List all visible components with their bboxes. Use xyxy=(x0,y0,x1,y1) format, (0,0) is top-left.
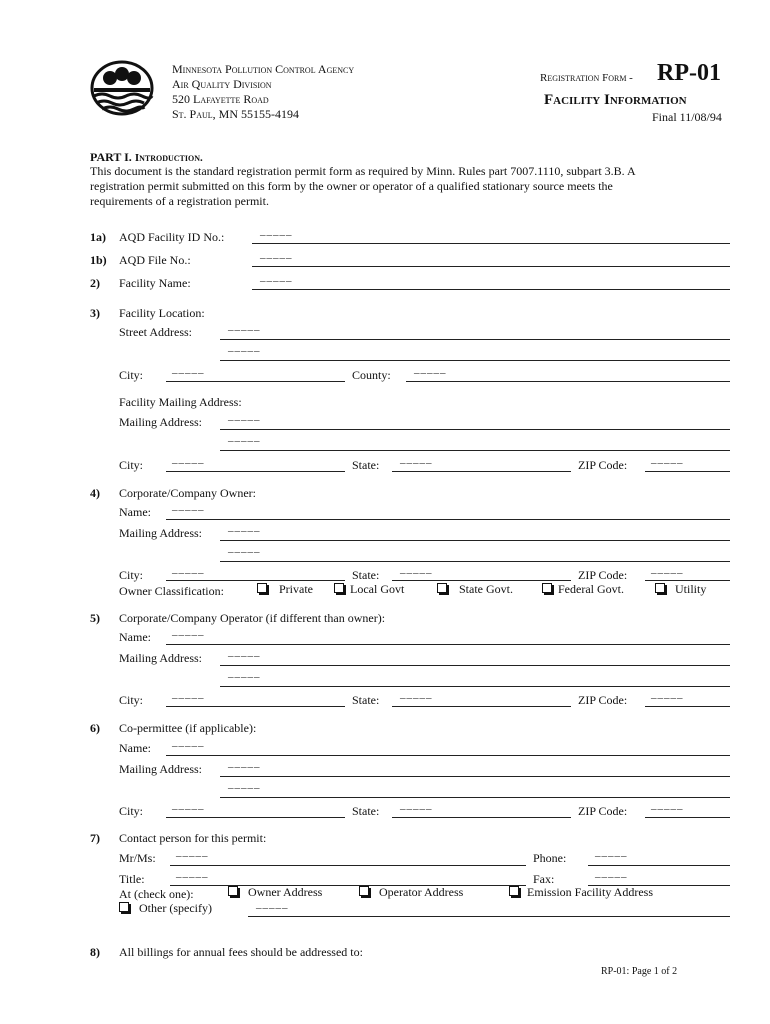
state-field[interactable] xyxy=(392,817,571,818)
operator-name-value: ––––– xyxy=(172,629,205,641)
copermittee-name-value: ––––– xyxy=(172,740,205,752)
form-label: Registration Form - xyxy=(540,72,633,84)
option-owner-address[interactable] xyxy=(228,885,322,900)
agency-city: St. Paul, MN 55155-4194 xyxy=(172,107,300,121)
at-check-label: At (check one): xyxy=(119,887,194,901)
title-value: ––––– xyxy=(176,871,209,883)
option-utility[interactable] xyxy=(655,582,706,597)
option-state-govt-label: State Govt. xyxy=(459,582,513,596)
mrms-field[interactable] xyxy=(170,865,526,866)
checkbox-icon[interactable] xyxy=(359,886,369,896)
agency-name: Minnesota Pollution Control Agency xyxy=(172,62,355,76)
state-value: ––––– xyxy=(400,457,433,469)
checkbox-icon[interactable] xyxy=(257,583,267,593)
street-address-label: Street Address: xyxy=(119,325,192,339)
option-private-label: Private xyxy=(279,582,313,596)
city-label: City: xyxy=(119,804,144,818)
copermittee-mailing-field-1[interactable] xyxy=(220,776,730,777)
city-label: City: xyxy=(119,458,144,472)
name-label: Name: xyxy=(119,630,151,644)
zip-label: ZIP Code: xyxy=(578,693,628,707)
zip-label: ZIP Code: xyxy=(578,568,628,582)
mailing-address-label: Mailing Address: xyxy=(119,762,202,776)
city-field[interactable] xyxy=(166,706,345,707)
page-number: RP-01: Page 1 of 2 xyxy=(601,966,678,977)
title-label: Title: xyxy=(119,872,145,886)
mrms-label: Mr/Ms: xyxy=(119,851,156,865)
zip-value: ––––– xyxy=(651,803,684,815)
city-value: ––––– xyxy=(172,692,205,704)
state-field[interactable] xyxy=(392,471,571,472)
copermittee-mailing-field-2[interactable] xyxy=(220,797,730,798)
copermittee-name-field[interactable] xyxy=(166,755,730,756)
option-emission-address[interactable] xyxy=(509,885,653,900)
city-label: City: xyxy=(119,368,144,382)
street-address-value-1: ––––– xyxy=(228,324,261,336)
state-label: State: xyxy=(352,804,380,818)
state-label: State: xyxy=(352,693,380,707)
title-field[interactable] xyxy=(170,885,526,886)
city-value: ––––– xyxy=(172,457,205,469)
owner-mailing-value-1: ––––– xyxy=(228,525,261,537)
mailing-address-value-1: ––––– xyxy=(228,414,261,426)
state-value: ––––– xyxy=(400,692,433,704)
form-code: RP-01 xyxy=(657,60,721,86)
agency-street: 520 Lafayette Road xyxy=(172,92,269,106)
item-number-3: 3) xyxy=(90,306,100,320)
option-state-govt[interactable] xyxy=(437,582,513,597)
option-other-label: Other (specify) xyxy=(139,901,212,915)
city-field[interactable] xyxy=(166,580,345,581)
state-field[interactable] xyxy=(392,580,571,581)
item-number-5: 5) xyxy=(90,611,100,625)
zip-value: ––––– xyxy=(651,692,684,704)
zip-label: ZIP Code: xyxy=(578,804,628,818)
option-other[interactable] xyxy=(119,901,212,916)
other-field[interactable] xyxy=(248,916,730,917)
zip-field[interactable] xyxy=(645,817,730,818)
intro-line-1: This document is the standard registration permit form as required by Minn. Rules part 7007.1110, subpart 3.B. A xyxy=(90,164,636,178)
name-label: Name: xyxy=(119,741,151,755)
billings-label: All billings for annual fees should be addressed to: xyxy=(119,945,363,959)
zip-field[interactable] xyxy=(645,471,730,472)
option-private[interactable] xyxy=(257,582,313,597)
operator-mailing-value-1: ––––– xyxy=(228,650,261,662)
facility-name-value: ––––– xyxy=(260,275,293,287)
city-field[interactable] xyxy=(166,817,345,818)
zip-value: ––––– xyxy=(651,567,684,579)
city-field[interactable] xyxy=(166,381,345,382)
state-label: State: xyxy=(352,568,380,582)
contact-label: Contact person for this permit: xyxy=(119,831,267,845)
division-name: Air Quality Division xyxy=(172,77,272,91)
state-value: ––––– xyxy=(400,803,433,815)
option-operator-address[interactable] xyxy=(359,885,463,900)
state-label: State: xyxy=(352,458,380,472)
copermittee-label: Co-permittee (if applicable): xyxy=(119,721,257,735)
corp-owner-label: Corporate/Company Owner: xyxy=(119,486,256,500)
city-label: City: xyxy=(119,568,144,582)
copermittee-mailing-value-1: ––––– xyxy=(228,761,261,773)
option-utility-label: Utility xyxy=(675,582,707,596)
fax-label: Fax: xyxy=(533,872,555,886)
owner-mailing-field-2[interactable] xyxy=(220,561,730,562)
county-field[interactable] xyxy=(406,381,730,382)
mailing-address-label: Mailing Address: xyxy=(119,526,202,540)
item-number-6: 6) xyxy=(90,721,100,735)
checkbox-icon[interactable] xyxy=(334,583,344,593)
item-number-7: 7) xyxy=(90,831,100,845)
owner-mailing-field-1[interactable] xyxy=(220,540,730,541)
city-label: City: xyxy=(119,693,144,707)
mpca-logo xyxy=(90,60,154,116)
facility-name-label: Facility Name: xyxy=(119,276,191,290)
item-number-2: 2) xyxy=(90,276,100,290)
zip-value: ––––– xyxy=(651,457,684,469)
mailing-address-field-2[interactable] xyxy=(220,450,730,451)
city-value: ––––– xyxy=(172,567,205,579)
operator-mailing-field-1[interactable] xyxy=(220,665,730,666)
street-address-field-1[interactable] xyxy=(220,339,730,340)
checkbox-icon[interactable] xyxy=(119,902,129,912)
option-emission-address-label: Emission Facility Address xyxy=(527,885,653,899)
corp-operator-label: Corporate/Company Operator (if different than owner): xyxy=(119,611,386,625)
owner-mailing-value-2: ––––– xyxy=(228,546,261,558)
zip-label: ZIP Code: xyxy=(578,458,628,472)
owner-class-label: Owner Classification: xyxy=(119,584,224,598)
aqd-id-field[interactable] xyxy=(252,243,730,244)
checkbox-icon[interactable] xyxy=(542,583,552,593)
form-version: Final 11/08/94 xyxy=(652,110,722,124)
facility-mailing-label: Facility Mailing Address: xyxy=(119,395,242,409)
option-owner-address-label: Owner Address xyxy=(248,885,323,899)
item-number-8: 8) xyxy=(90,945,100,959)
option-local-govt-label: Local Govt xyxy=(350,582,405,596)
zip-field[interactable] xyxy=(645,580,730,581)
intro-line-3: requirements of a registration permit. xyxy=(90,194,269,208)
option-operator-address-label: Operator Address xyxy=(379,885,464,899)
name-label: Name: xyxy=(119,505,151,519)
owner-name-value: ––––– xyxy=(172,504,205,516)
aqd-file-field[interactable] xyxy=(252,266,730,267)
checkbox-icon[interactable] xyxy=(509,886,519,896)
item-number-1b: 1b) xyxy=(90,253,107,267)
state-field[interactable] xyxy=(392,706,571,707)
mailing-address-value-2: ––––– xyxy=(228,435,261,447)
street-address-field-2[interactable] xyxy=(220,360,730,361)
checkbox-icon[interactable] xyxy=(437,583,447,593)
part-heading xyxy=(90,150,203,165)
checkbox-icon[interactable] xyxy=(228,886,238,896)
zip-field[interactable] xyxy=(645,706,730,707)
aqd-id-value: ––––– xyxy=(260,229,293,241)
owner-name-field[interactable] xyxy=(166,519,730,520)
item-number-4: 4) xyxy=(90,486,100,500)
intro-line-2: registration permit submitted on this form by the owner or operator of a qualified stationary source meets the xyxy=(90,179,613,193)
phone-label: Phone: xyxy=(533,851,567,865)
form-title: Facility Information xyxy=(544,92,687,108)
aqd-file-label: AQD File No.: xyxy=(119,253,191,267)
mailing-address-label: Mailing Address: xyxy=(119,415,202,429)
operator-name-field[interactable] xyxy=(166,644,730,645)
other-value: ––––– xyxy=(256,902,289,914)
city-value: ––––– xyxy=(172,803,205,815)
item-number-1a: 1a) xyxy=(90,230,106,244)
operator-mailing-value-2: ––––– xyxy=(228,671,261,683)
county-label: County: xyxy=(352,368,391,382)
part-number: PART I. xyxy=(90,150,132,164)
state-value: ––––– xyxy=(400,567,433,579)
phone-field[interactable] xyxy=(588,865,730,866)
facility-name-field[interactable] xyxy=(252,289,730,290)
mrms-value: ––––– xyxy=(176,850,209,862)
aqd-id-label: AQD Facility ID No.: xyxy=(119,230,225,244)
city-value: ––––– xyxy=(172,367,205,379)
mailing-address-label: Mailing Address: xyxy=(119,651,202,665)
option-local-govt[interactable] xyxy=(334,582,404,597)
mailing-address-field-1[interactable] xyxy=(220,429,730,430)
city-field[interactable] xyxy=(166,471,345,472)
county-value: ––––– xyxy=(414,367,447,379)
facility-location-label: Facility Location: xyxy=(119,306,205,320)
copermittee-mailing-value-2: ––––– xyxy=(228,782,261,794)
phone-value: ––––– xyxy=(595,850,628,862)
operator-mailing-field-2[interactable] xyxy=(220,686,730,687)
part-title: Introduction. xyxy=(134,152,203,164)
fax-value: ––––– xyxy=(595,871,628,883)
option-federal-govt[interactable] xyxy=(542,582,624,597)
aqd-file-value: ––––– xyxy=(260,252,293,264)
option-federal-govt-label: Federal Govt. xyxy=(558,582,624,596)
checkbox-icon[interactable] xyxy=(655,583,665,593)
street-address-value-2: ––––– xyxy=(228,345,261,357)
